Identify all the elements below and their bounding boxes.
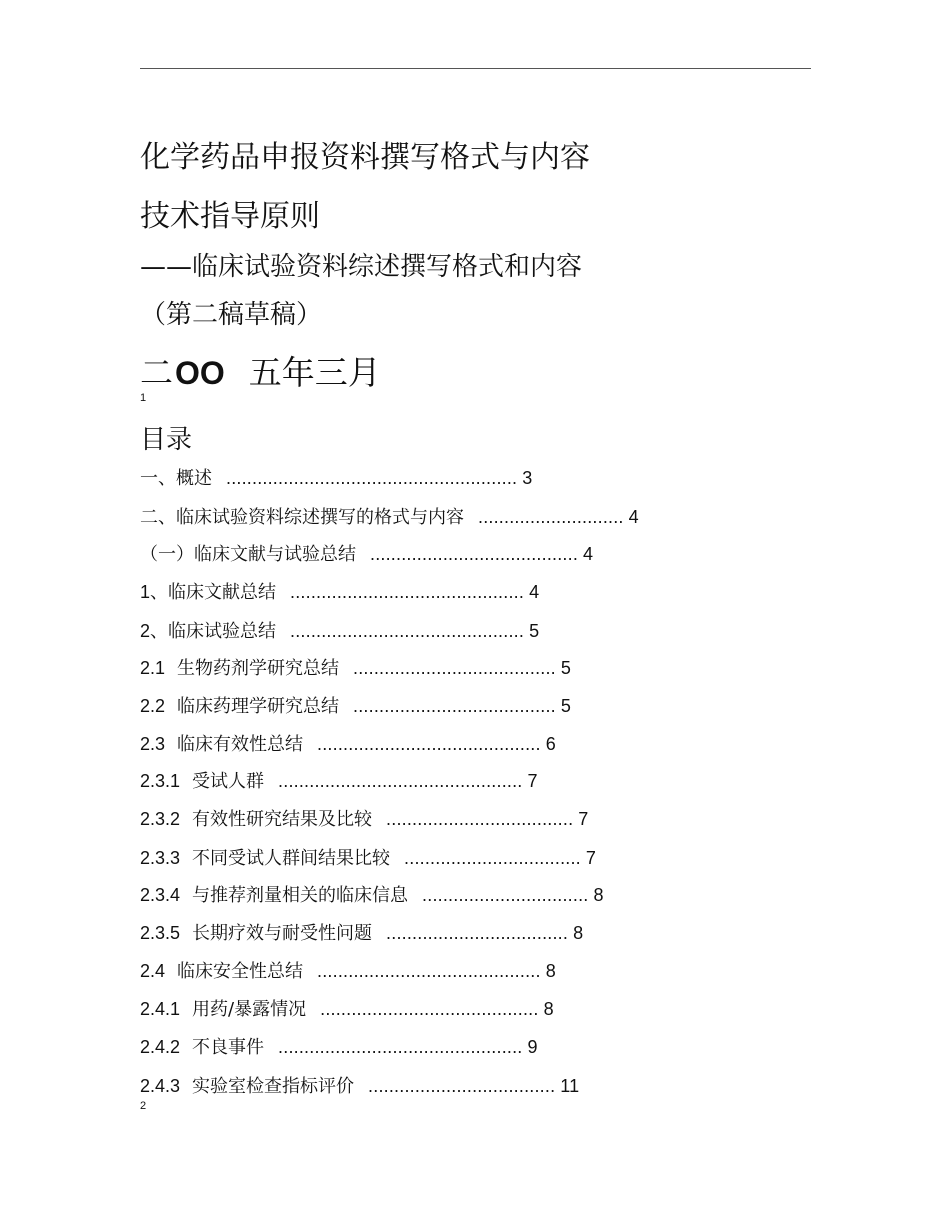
toc-entry-page: 4 (529, 582, 540, 602)
toc-entry[interactable] (140, 692, 571, 718)
toc-entry-number: 2.4.3 (140, 1076, 181, 1096)
toc-entry-number: 2.4.2 (140, 1037, 181, 1057)
toc-entry[interactable] (140, 654, 571, 680)
toc-entry-leader: .................................... (368, 1076, 556, 1096)
toc-entry-label: 一、概述 (140, 468, 212, 489)
toc-entry[interactable] (140, 767, 538, 793)
toc-entry-page: 4 (628, 507, 639, 527)
toc-entry-leader: ....................................... (353, 658, 556, 678)
toc-entry-number: 2.3.5 (140, 923, 181, 943)
toc-entry-leader: ........................................ (370, 544, 579, 564)
toc-entry-label: 临床药理学研究总结 (177, 696, 340, 717)
toc-entry[interactable] (140, 730, 556, 756)
toc-entry-page: 11 (560, 1076, 580, 1096)
toc-heading: 目录 (140, 425, 193, 455)
toc-entry-page: 9 (527, 1037, 538, 1057)
toc-entry-leader: ....................................... (353, 696, 556, 716)
date-suffix: 五年三月 (248, 353, 381, 392)
toc-entry-number: 2.3.3 (140, 848, 181, 868)
toc-entry[interactable] (140, 919, 583, 945)
date-line (140, 347, 381, 394)
toc-entry[interactable] (140, 881, 604, 907)
toc-entry-page: 7 (578, 809, 589, 829)
draft-note: （第二稿草稿） (140, 300, 323, 330)
title-line-2: 技术指导原则 (140, 199, 320, 234)
toc-entry-page: 6 (545, 734, 556, 754)
title-line-1: 化学药品申报资料撰写格式与内容 (140, 140, 590, 175)
toc-entry-number: 2.3.2 (140, 809, 181, 829)
toc-entry-number: 2.3.4 (140, 885, 181, 905)
toc-entry[interactable] (140, 957, 556, 983)
toc-entry-page: 3 (522, 468, 533, 488)
toc-entry-leader: ........................................... (317, 961, 541, 981)
toc-entry-leader: ............................................... (278, 1037, 523, 1057)
date-oo: OO (175, 355, 225, 391)
toc-entry-page: 7 (585, 848, 597, 868)
toc-entry-page: 4 (583, 544, 594, 564)
toc-entry[interactable] (140, 1072, 579, 1098)
toc-entry-number: 1 (140, 582, 151, 602)
toc-entry[interactable] (140, 503, 639, 529)
toc-entry-number: 2.1 (140, 658, 166, 678)
date-prefix: 二 (140, 353, 173, 392)
toc-entry-number: 2.2 (140, 696, 166, 716)
toc-entry[interactable] (140, 617, 539, 643)
toc-entry-label: 不良事件 (192, 1037, 265, 1058)
subtitle: ——临床试验资料综述撰写格式和内容 (140, 252, 583, 282)
toc-entry-label: 生物药剂学研究总结 (177, 658, 340, 679)
toc-entry-page: 5 (529, 621, 540, 641)
toc-entry-label: 临床安全性总结 (177, 961, 304, 982)
toc-entry-number: 2.4 (140, 961, 166, 981)
toc-entry-label: 二、临床试验资料综述撰写的格式与内容 (140, 507, 464, 528)
toc-entry-leader: ............................................... (278, 771, 523, 791)
page-number-2: 2 (140, 1100, 147, 1112)
toc-entry[interactable] (140, 1033, 538, 1059)
toc-entry-leader: ........................................................ (226, 468, 518, 488)
toc-entry-label: 与推荐剂量相关的临床信息 (192, 885, 409, 906)
toc-entry[interactable] (140, 805, 589, 831)
toc-entry-label: 实验室检查指标评价 (192, 1076, 355, 1097)
toc-entry-label: （一）临床文献与试验总结 (140, 544, 356, 565)
toc-entry-page: 5 (560, 696, 572, 716)
toc-entry-page: 8 (545, 961, 556, 981)
toc-entry-number: 2 (140, 621, 151, 641)
toc-entry-page: 8 (573, 923, 584, 943)
toc-entry[interactable] (140, 995, 554, 1021)
toc-entry-label: 用药/暴露情况 (192, 999, 307, 1020)
top-rule (140, 68, 811, 69)
toc-entry-label: 受试人群 (192, 771, 265, 792)
toc-entry-label: 、临床文献总结 (150, 582, 277, 603)
toc-entry[interactable] (140, 578, 539, 604)
toc-entry-leader: ................................ (422, 885, 589, 905)
toc-entry-leader: ........................................... (317, 734, 541, 754)
toc-entry-page: 7 (527, 771, 538, 791)
toc-entry-label: 、临床试验总结 (150, 621, 277, 642)
toc-entry-page: 5 (560, 658, 572, 678)
toc-entry-leader: ............................................. (290, 621, 525, 641)
toc-entry-number: 2.3.1 (140, 771, 181, 791)
toc-entry-leader: ................................... (386, 923, 569, 943)
toc-entry-leader: .................................... (386, 809, 574, 829)
toc-entry[interactable] (140, 464, 532, 490)
toc-entry[interactable] (140, 540, 593, 566)
toc-entry-leader: .......................................... (320, 999, 539, 1019)
toc-entry-label: 临床有效性总结 (177, 734, 304, 755)
toc-entry-label: 不同受试人群间结果比较 (192, 848, 391, 869)
toc-entry-leader: ............................ (478, 507, 624, 527)
toc-entry-number: 2.4.1 (140, 999, 181, 1019)
toc-entry-label: 有效性研究结果及比较 (192, 809, 373, 830)
toc-entry-number: 2.3 (140, 734, 166, 754)
toc-entry[interactable] (140, 844, 596, 870)
toc-entry-label: 长期疗效与耐受性问题 (192, 923, 373, 944)
page-number-1: 1 (140, 392, 147, 404)
toc-entry-leader: .................................. (404, 848, 581, 868)
toc-entry-page: 8 (593, 885, 604, 905)
toc-entry-leader: ............................................. (290, 582, 525, 602)
toc-entry-page: 8 (543, 999, 554, 1019)
